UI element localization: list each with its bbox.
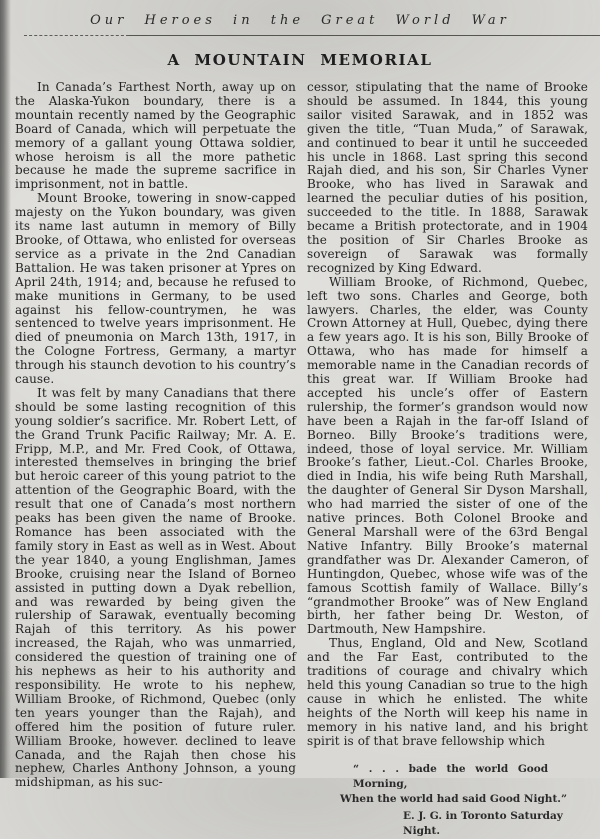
header-rule <box>24 34 600 36</box>
paragraph: Mount Brooke, towering in snow-capped majesty on the Yukon boundary, was given its name last autumn in memory of Billy Brooke, of Ottawa, who enlisted for overseas service as a private in the 2nd Canadian Battalion. He was taken prisoner at Ypres on April 24th, 1914; and, because he refused to make munitions in Germany, to be used against his fellow-countrymen, he was sentenced to twelve years imprisonment. He died of pneumonia on March 13th, 1917, in the Cologne Fortress, Germany, a martyr through his staunch devotion to his country’s cause. <box>15 191 296 387</box>
paragraph: cessor, stipulating that the name of Brooke should be assumed. In 1844, this young sailor visited Sarawak, and in 1852 was given the title, “Tuan Muda,” of Sarawak, and continued to bear it until he succeeded his uncle in 1868. Last spring this second Rajah died, and his son, Sir Charles Vyner Brooke, who has lived in Sarawak and learned the peculiar duties of his position, succeeded to the title. In 1888, Sarawak became a British protectorate, and in 1904 the position of Sir Charles Brooke as sovereign of Sarawak was formally recognized by King Edward. <box>307 80 588 275</box>
paragraph: Thus, England, Old and New, Scotland and the Far East, contributed to the traditions of courage and chivalry which held this young Canadian so true to the high cause in which he enlisted. The white heights of the North will keep his name in memory in his native land, and his bright spirit is of that brave fellowship which <box>307 636 588 748</box>
paragraph: William Brooke, of Richmond, Quebec, left two sons. Charles and George, both lawyers. Charles, the elder, was County Crown Attorney at Hull, Quebec, dying there a few years ago. It is his son, Billy Brooke of Ottawa, who has made for himself a memorable name in the Canadian records of this great war. If William Brooke had accepted his uncle’s offer of Eastern rulership, the former’s grandson would now have been a Rajah in the far-off Island of Borneo. Billy Brooke’s traditions were, indeed, those of loyal service. Mr. William Brooke’s father, Lieut.-Col. Charles Brooke, died in India, his wife being Ruth Marshall, the daughter of General Sir Dyson Marshall, who had married the sister of one of the native princes. Both Colonel Brooke and General Marshall were of the 63rd Bengal Native Infantry. Billy Brooke’s maternal grandfather was Dr. Alexander Cameron, of Huntingdon, Quebec, whose wife was of the famous Scottish family of Wallace. Billy’s “grandmother Brooke” was of New England birth, her father being Dr. Weston, of Dartmouth, New Hampshire. <box>307 274 588 637</box>
header-rule-dashed-segment <box>24 35 129 36</box>
running-header: Our Heroes in the Great World War <box>90 13 510 28</box>
paragraph: In Canada’s Farthest North, away up on the Alaska-Yukon boundary, there is a mountain recently named by the Geographic Board of Canada, which will perpetuate the memory of a gallant young Ottawa soldier, whose heroism is all the more pathetic because he made the supreme sacrifice in imprisonment, not in battle. <box>15 80 296 192</box>
quote-attribution: E. J. G. in Toronto Saturday Night. <box>403 809 563 837</box>
header-rule-solid-segment <box>129 35 600 36</box>
paragraph: It was felt by many Canadians that there should be some lasting recognition of this young soldier’s sacrifice. Mr. Robert Lett, of the Grand Trunk Pacific Railway; Mr. A. E. Fripp, M.P., and Mr. Fred Cook, of Ottawa, interested themselves in bringing the brief but heroic career of this young patriot to the attention of the Geographic Board, with the result that one of Canada’s most northern peaks has been given the name of Brooke. Romance has been associated with the family story in East as well as in West. About the year 1840, a young Englishman, James Brooke, cruising near the Island of Borneo assisted in putting down a Dyak rebellion, and was rewarded by being given the rulership of Sarawak, eventually becoming Rajah of this territory. As his power increased, the Rajah, who was unmarried, considered the question of training one of his nephews as heir to his authority and responsibility. He wrote to his nephew, William Brooke, of Richmond, Quebec (only ten years younger than the Rajah), and offered him the position of future ruler. William Brooke, however. declined to leave Canada, and the Rajah then chose his nephew, Charles Anthony Johnson, a young midshipman, as his suc- <box>15 385 296 790</box>
closing-quote <box>307 762 588 839</box>
right-column <box>307 81 588 839</box>
left-column <box>15 81 296 839</box>
quote-line: “ . . . bade the world Good Morning, <box>353 762 549 790</box>
article-body <box>0 69 600 839</box>
quote-line: When the world had said Good Night.” <box>340 792 567 805</box>
article-title: A MOUNTAIN MEMORIAL <box>167 51 433 69</box>
